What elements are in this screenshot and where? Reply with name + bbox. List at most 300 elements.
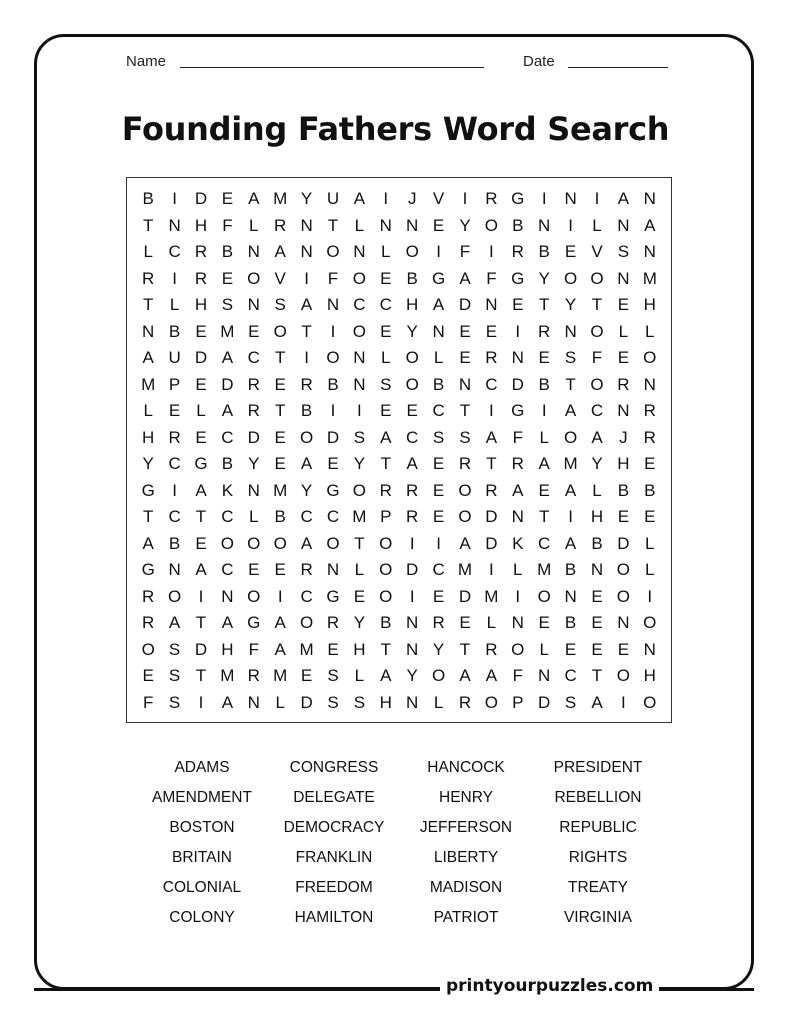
grid-letter[interactable]: E	[538, 613, 550, 633]
grid-letter[interactable]: O	[537, 586, 551, 606]
grid-letter[interactable]: C	[538, 533, 551, 553]
grid-letter[interactable]: I	[409, 586, 415, 606]
grid-letter[interactable]: L	[486, 613, 497, 633]
grid-letter[interactable]: A	[195, 560, 207, 580]
grid-letter[interactable]: M	[220, 666, 235, 686]
grid-letter[interactable]: A	[459, 666, 471, 686]
grid-letter[interactable]: H	[643, 295, 656, 315]
grid-letter[interactable]: R	[194, 268, 208, 288]
grid-letter[interactable]: O	[220, 533, 234, 553]
grid-letter[interactable]: R	[406, 507, 419, 527]
grid-letter[interactable]: L	[433, 692, 444, 712]
grid-letter[interactable]: I	[489, 401, 494, 421]
grid-letter[interactable]: I	[515, 321, 521, 341]
grid-letter[interactable]: B	[564, 613, 577, 633]
grid-letter[interactable]: N	[406, 613, 419, 633]
grid-letter[interactable]: G	[511, 268, 525, 288]
grid-letter[interactable]: H	[353, 639, 366, 659]
grid-letter[interactable]: H	[643, 666, 656, 686]
grid-letter[interactable]: E	[617, 295, 630, 315]
grid-letter[interactable]: I	[172, 268, 177, 288]
grid-letter[interactable]: O	[616, 560, 630, 580]
grid-letter[interactable]: E	[195, 374, 207, 394]
grid-letter[interactable]: D	[458, 295, 472, 315]
grid-letter[interactable]: B	[327, 374, 339, 394]
grid-letter[interactable]: Y	[406, 321, 418, 341]
grid-letter[interactable]: N	[168, 215, 181, 235]
date-field[interactable]	[568, 67, 668, 68]
grid-letter[interactable]: R	[458, 692, 472, 712]
grid-letter[interactable]: Y	[300, 189, 313, 209]
grid-letter[interactable]: A	[459, 533, 471, 553]
grid-letter[interactable]: S	[274, 295, 286, 315]
grid-letter[interactable]: E	[459, 613, 471, 633]
grid-letter[interactable]: H	[194, 295, 208, 315]
grid-letter[interactable]: A	[591, 692, 603, 712]
grid-letter[interactable]: F	[143, 692, 154, 712]
grid-letter[interactable]: E	[248, 321, 260, 341]
grid-letter[interactable]: G	[511, 189, 525, 209]
grid-letter[interactable]: O	[273, 533, 287, 553]
grid-letter[interactable]: M	[141, 374, 156, 394]
grid-letter[interactable]: B	[221, 242, 234, 262]
grid-letter[interactable]: R	[538, 321, 551, 341]
grid-letter[interactable]: E	[617, 639, 630, 659]
grid-letter[interactable]: U	[326, 189, 340, 209]
grid-letter[interactable]: S	[564, 348, 577, 368]
grid-letter[interactable]: A	[432, 295, 445, 315]
grid-letter[interactable]: A	[512, 480, 524, 500]
grid-letter[interactable]: R	[458, 454, 472, 474]
grid-letter[interactable]: G	[511, 401, 525, 421]
grid-letter[interactable]: O	[458, 480, 472, 500]
grid-letter[interactable]: T	[274, 348, 286, 368]
grid-letter[interactable]: L	[381, 242, 391, 262]
grid-letter[interactable]: B	[432, 374, 445, 394]
grid-letter[interactable]: E	[380, 321, 392, 341]
grid-letter[interactable]: N	[458, 374, 472, 394]
grid-letter[interactable]: F	[248, 639, 259, 659]
grid-letter[interactable]: C	[432, 401, 445, 421]
grid-letter[interactable]: V	[591, 242, 603, 262]
grid-letter[interactable]: L	[354, 666, 365, 686]
grid-letter[interactable]: N	[564, 586, 577, 606]
grid-letter[interactable]: I	[357, 401, 362, 421]
grid-letter[interactable]: A	[591, 427, 603, 447]
grid-letter[interactable]: G	[431, 268, 446, 288]
grid-letter[interactable]: T	[538, 507, 550, 527]
grid-letter[interactable]: L	[249, 215, 259, 235]
grid-letter[interactable]: H	[379, 692, 392, 712]
grid-letter[interactable]: B	[406, 268, 418, 288]
grid-letter[interactable]: A	[221, 692, 234, 712]
grid-letter[interactable]: L	[592, 215, 602, 235]
grid-letter[interactable]: N	[485, 295, 498, 315]
grid-letter[interactable]: E	[195, 427, 207, 447]
grid-letter[interactable]: R	[247, 666, 260, 686]
grid-letter[interactable]: C	[221, 507, 234, 527]
grid-letter[interactable]: D	[406, 560, 419, 580]
grid-letter[interactable]: L	[354, 215, 365, 235]
grid-letter[interactable]: N	[617, 215, 630, 235]
grid-letter[interactable]: O	[247, 533, 261, 553]
grid-letter[interactable]: L	[539, 639, 549, 659]
grid-letter[interactable]: B	[564, 560, 577, 580]
grid-letter[interactable]: Y	[248, 454, 260, 474]
grid-letter[interactable]: L	[645, 533, 655, 553]
grid-letter[interactable]: C	[406, 427, 419, 447]
grid-letter[interactable]: O	[379, 560, 393, 580]
grid-letter[interactable]: A	[485, 666, 498, 686]
grid-letter[interactable]: A	[142, 348, 154, 368]
grid-letter[interactable]: M	[352, 507, 367, 527]
grid-letter[interactable]: N	[511, 507, 524, 527]
grid-letter[interactable]: B	[300, 401, 313, 421]
grid-letter[interactable]: R	[511, 242, 524, 262]
grid-letter[interactable]: M	[484, 586, 499, 606]
grid-letter[interactable]: L	[433, 348, 444, 368]
grid-letter[interactable]: R	[274, 215, 287, 235]
grid-letter[interactable]: B	[644, 480, 656, 500]
grid-letter[interactable]: F	[512, 666, 523, 686]
grid-letter[interactable]: O	[458, 507, 472, 527]
grid-letter[interactable]: P	[168, 374, 181, 394]
grid-letter[interactable]: E	[432, 480, 445, 500]
grid-letter[interactable]: R	[406, 480, 419, 500]
grid-letter[interactable]: R	[194, 242, 208, 262]
grid-letter[interactable]: E	[432, 215, 445, 235]
grid-letter[interactable]: F	[222, 215, 233, 235]
grid-letter[interactable]: A	[564, 480, 577, 500]
grid-letter[interactable]: G	[141, 480, 155, 500]
grid-letter[interactable]: D	[485, 507, 498, 527]
grid-letter[interactable]: H	[406, 295, 419, 315]
grid-letter[interactable]: E	[617, 507, 630, 527]
grid-letter[interactable]: O	[326, 533, 340, 553]
grid-letter[interactable]: A	[221, 613, 234, 633]
grid-letter[interactable]: E	[274, 454, 286, 474]
grid-letter[interactable]: A	[459, 268, 471, 288]
grid-letter[interactable]: O	[273, 321, 287, 341]
grid-letter[interactable]: G	[247, 613, 261, 633]
grid-letter[interactable]: L	[539, 427, 549, 447]
grid-letter[interactable]: I	[515, 586, 521, 606]
grid-letter[interactable]: N	[643, 242, 656, 262]
grid-letter[interactable]: Y	[353, 613, 366, 633]
grid-letter[interactable]: E	[327, 639, 339, 659]
grid-letter[interactable]: R	[485, 189, 498, 209]
grid-letter[interactable]: O	[247, 586, 261, 606]
grid-letter[interactable]: E	[538, 348, 550, 368]
grid-letter[interactable]: O	[352, 480, 366, 500]
grid-letter[interactable]: R	[247, 374, 260, 394]
grid-letter[interactable]: O	[299, 613, 314, 633]
grid-letter[interactable]: M	[273, 189, 288, 209]
grid-letter[interactable]: O	[616, 666, 630, 686]
grid-letter[interactable]: I	[436, 242, 441, 262]
grid-letter[interactable]: E	[459, 348, 471, 368]
grid-letter[interactable]: N	[168, 560, 181, 580]
grid-letter[interactable]: P	[380, 507, 392, 527]
grid-letter[interactable]: E	[591, 639, 603, 659]
grid-letter[interactable]: N	[379, 215, 392, 235]
grid-letter[interactable]: O	[590, 374, 604, 394]
grid-letter[interactable]: E	[406, 401, 418, 421]
grid-letter[interactable]: E	[274, 427, 286, 447]
grid-letter[interactable]: R	[142, 268, 155, 288]
grid-letter[interactable]: T	[459, 639, 471, 659]
grid-letter[interactable]: T	[538, 295, 550, 315]
grid-letter[interactable]: I	[621, 692, 626, 712]
grid-letter[interactable]: O	[379, 586, 393, 606]
grid-letter[interactable]: A	[300, 533, 313, 553]
grid-letter[interactable]: E	[564, 242, 577, 262]
grid-letter[interactable]: T	[380, 454, 391, 474]
grid-letter[interactable]: M	[537, 560, 552, 580]
grid-letter[interactable]: I	[198, 586, 204, 606]
grid-letter[interactable]: M	[220, 321, 235, 341]
grid-letter[interactable]: N	[643, 374, 656, 394]
grid-letter[interactable]: I	[304, 268, 309, 288]
grid-letter[interactable]: D	[221, 374, 234, 394]
grid-letter[interactable]: E	[617, 348, 630, 368]
grid-letter[interactable]: E	[300, 666, 313, 686]
grid-letter[interactable]: I	[409, 533, 415, 553]
grid-letter[interactable]: E	[274, 560, 286, 580]
grid-letter[interactable]: O	[247, 268, 261, 288]
grid-letter[interactable]: I	[436, 533, 441, 553]
grid-letter[interactable]: F	[327, 268, 339, 288]
grid-letter[interactable]: Y	[432, 639, 445, 659]
grid-letter[interactable]: B	[274, 507, 286, 527]
grid-letter[interactable]: N	[300, 242, 313, 262]
grid-letter[interactable]: F	[512, 427, 523, 447]
grid-letter[interactable]: I	[462, 189, 468, 209]
grid-letter[interactable]: S	[432, 427, 445, 447]
grid-letter[interactable]: C	[168, 454, 181, 474]
grid-letter[interactable]: I	[383, 189, 389, 209]
grid-letter[interactable]: T	[486, 454, 497, 474]
grid-letter[interactable]: M	[273, 480, 288, 500]
grid-letter[interactable]: S	[168, 666, 181, 686]
grid-letter[interactable]: N	[326, 295, 340, 315]
grid-letter[interactable]: E	[432, 586, 445, 606]
grid-letter[interactable]: F	[591, 348, 603, 368]
grid-letter[interactable]: I	[489, 242, 494, 262]
grid-letter[interactable]: N	[142, 321, 155, 341]
grid-letter[interactable]: A	[221, 348, 234, 368]
grid-letter[interactable]: O	[379, 533, 393, 553]
grid-letter[interactable]: E	[168, 401, 181, 421]
grid-letter[interactable]: B	[617, 480, 630, 500]
grid-letter[interactable]: L	[645, 321, 655, 341]
grid-letter[interactable]: N	[564, 321, 577, 341]
grid-letter[interactable]: S	[327, 666, 339, 686]
grid-letter[interactable]: A	[300, 295, 313, 315]
grid-letter[interactable]: D	[194, 639, 208, 659]
grid-letter[interactable]: D	[511, 374, 524, 394]
grid-letter[interactable]: D	[194, 348, 208, 368]
grid-letter[interactable]: A	[406, 454, 418, 474]
grid-letter[interactable]: I	[304, 348, 309, 368]
grid-letter[interactable]: T	[143, 295, 154, 315]
grid-letter[interactable]: N	[564, 189, 577, 209]
grid-letter[interactable]: I	[330, 401, 336, 421]
grid-letter[interactable]: R	[643, 427, 656, 447]
grid-letter[interactable]: J	[407, 189, 417, 209]
grid-letter[interactable]: L	[143, 401, 153, 421]
grid-letter[interactable]: E	[142, 666, 154, 686]
grid-letter[interactable]: M	[563, 454, 578, 474]
grid-letter[interactable]: S	[564, 692, 577, 712]
grid-letter[interactable]: Y	[300, 480, 313, 500]
grid-letter[interactable]: H	[142, 427, 155, 447]
grid-letter[interactable]: R	[247, 401, 260, 421]
grid-letter[interactable]: I	[647, 586, 653, 606]
grid-letter[interactable]: N	[406, 639, 419, 659]
grid-letter[interactable]: O	[643, 613, 657, 633]
grid-letter[interactable]: E	[512, 295, 524, 315]
grid-letter[interactable]: O	[484, 215, 498, 235]
grid-letter[interactable]: J	[619, 427, 628, 447]
grid-letter[interactable]: G	[141, 560, 155, 580]
grid-letter[interactable]: N	[247, 480, 260, 500]
grid-letter[interactable]: N	[590, 560, 604, 580]
grid-letter[interactable]: H	[617, 454, 630, 474]
grid-letter[interactable]: O	[141, 639, 155, 659]
grid-letter[interactable]: T	[274, 401, 286, 421]
grid-letter[interactable]: A	[617, 189, 630, 209]
grid-letter[interactable]: R	[300, 560, 313, 580]
grid-letter[interactable]: E	[485, 321, 498, 341]
grid-letter[interactable]: Y	[406, 666, 418, 686]
grid-letter[interactable]: M	[299, 639, 314, 659]
grid-letter[interactable]: M	[457, 560, 473, 580]
grid-letter[interactable]: S	[168, 692, 181, 712]
grid-letter[interactable]: A	[142, 533, 154, 553]
grid-letter[interactable]: N	[432, 321, 445, 341]
grid-letter[interactable]: S	[617, 242, 630, 262]
grid-letter[interactable]: T	[459, 401, 471, 421]
grid-letter[interactable]: D	[194, 189, 208, 209]
grid-letter[interactable]: L	[249, 507, 259, 527]
grid-letter[interactable]: E	[591, 586, 603, 606]
grid-letter[interactable]: L	[275, 692, 285, 712]
grid-letter[interactable]: B	[380, 613, 392, 633]
grid-letter[interactable]: Y	[591, 454, 603, 474]
grid-letter[interactable]: K	[512, 533, 524, 553]
grid-letter[interactable]: S	[459, 427, 471, 447]
grid-letter[interactable]: T	[301, 321, 312, 341]
grid-letter[interactable]: C	[168, 242, 181, 262]
grid-letter[interactable]: D	[247, 427, 260, 447]
grid-letter[interactable]: E	[591, 613, 603, 633]
grid-letter[interactable]: A	[248, 189, 260, 209]
grid-letter[interactable]: N	[406, 215, 419, 235]
grid-letter[interactable]: S	[353, 427, 366, 447]
grid-letter[interactable]: O	[352, 321, 366, 341]
grid-letter[interactable]: C	[168, 507, 181, 527]
grid-letter[interactable]: Y	[142, 454, 154, 474]
grid-letter[interactable]: R	[485, 639, 498, 659]
grid-letter[interactable]: P	[512, 692, 524, 712]
grid-letter[interactable]: C	[353, 295, 366, 315]
grid-letter[interactable]: S	[327, 692, 339, 712]
grid-letter[interactable]: O	[405, 348, 419, 368]
grid-letter[interactable]: A	[221, 401, 234, 421]
grid-letter[interactable]: N	[643, 189, 656, 209]
grid-letter[interactable]: N	[353, 348, 366, 368]
grid-letter[interactable]: M	[273, 666, 288, 686]
grid-letter[interactable]: Y	[564, 295, 577, 315]
grid-letter[interactable]: C	[590, 401, 604, 421]
grid-letter[interactable]: T	[354, 533, 365, 553]
grid-letter[interactable]: T	[143, 507, 154, 527]
grid-letter[interactable]: B	[512, 215, 524, 235]
grid-letter[interactable]: H	[221, 639, 234, 659]
grid-letter[interactable]: A	[195, 480, 207, 500]
grid-letter[interactable]: A	[353, 189, 366, 209]
grid-letter[interactable]: L	[618, 321, 629, 341]
grid-letter[interactable]: D	[485, 533, 498, 553]
grid-letter[interactable]: B	[538, 374, 550, 394]
grid-letter[interactable]: T	[591, 295, 603, 315]
grid-letter[interactable]: T	[143, 215, 154, 235]
grid-letter[interactable]: L	[354, 560, 365, 580]
grid-letter[interactable]: N	[353, 242, 366, 262]
grid-letter[interactable]: E	[248, 560, 260, 580]
grid-letter[interactable]: N	[617, 268, 630, 288]
grid-letter[interactable]: O	[511, 639, 525, 659]
grid-letter[interactable]: E	[327, 454, 339, 474]
grid-letter[interactable]: R	[617, 374, 630, 394]
grid-letter[interactable]: G	[194, 454, 208, 474]
grid-letter[interactable]: B	[538, 242, 550, 262]
grid-letter[interactable]: L	[196, 401, 206, 421]
grid-letter[interactable]: A	[644, 215, 656, 235]
grid-letter[interactable]: N	[353, 374, 366, 394]
grid-letter[interactable]: I	[541, 189, 547, 209]
grid-letter[interactable]: E	[195, 321, 207, 341]
grid-letter[interactable]: E	[353, 586, 366, 606]
grid-letter[interactable]: I	[198, 692, 204, 712]
grid-letter[interactable]: T	[195, 666, 207, 686]
grid-letter[interactable]: R	[643, 401, 656, 421]
grid-letter[interactable]: I	[568, 507, 573, 527]
grid-letter[interactable]: S	[380, 374, 392, 394]
grid-letter[interactable]: F	[486, 268, 497, 288]
grid-letter[interactable]: N	[511, 348, 524, 368]
grid-letter[interactable]: G	[326, 586, 340, 606]
grid-letter[interactable]: L	[645, 560, 655, 580]
grid-letter[interactable]: B	[142, 189, 154, 209]
grid-letter[interactable]: A	[564, 533, 577, 553]
grid-letter[interactable]: O	[167, 586, 182, 606]
grid-letter[interactable]: C	[485, 374, 498, 394]
grid-letter[interactable]: T	[195, 613, 207, 633]
grid-letter[interactable]: I	[277, 586, 283, 606]
grid-letter[interactable]: E	[644, 507, 656, 527]
grid-letter[interactable]: O	[563, 427, 578, 447]
grid-letter[interactable]: I	[568, 215, 573, 235]
grid-letter[interactable]: A	[485, 427, 498, 447]
grid-letter[interactable]: R	[511, 454, 524, 474]
grid-letter[interactable]: B	[591, 533, 603, 553]
grid-letter[interactable]: O	[484, 692, 498, 712]
grid-letter[interactable]: E	[380, 401, 392, 421]
grid-letter[interactable]: K	[221, 480, 234, 500]
grid-letter[interactable]: A	[538, 454, 550, 474]
